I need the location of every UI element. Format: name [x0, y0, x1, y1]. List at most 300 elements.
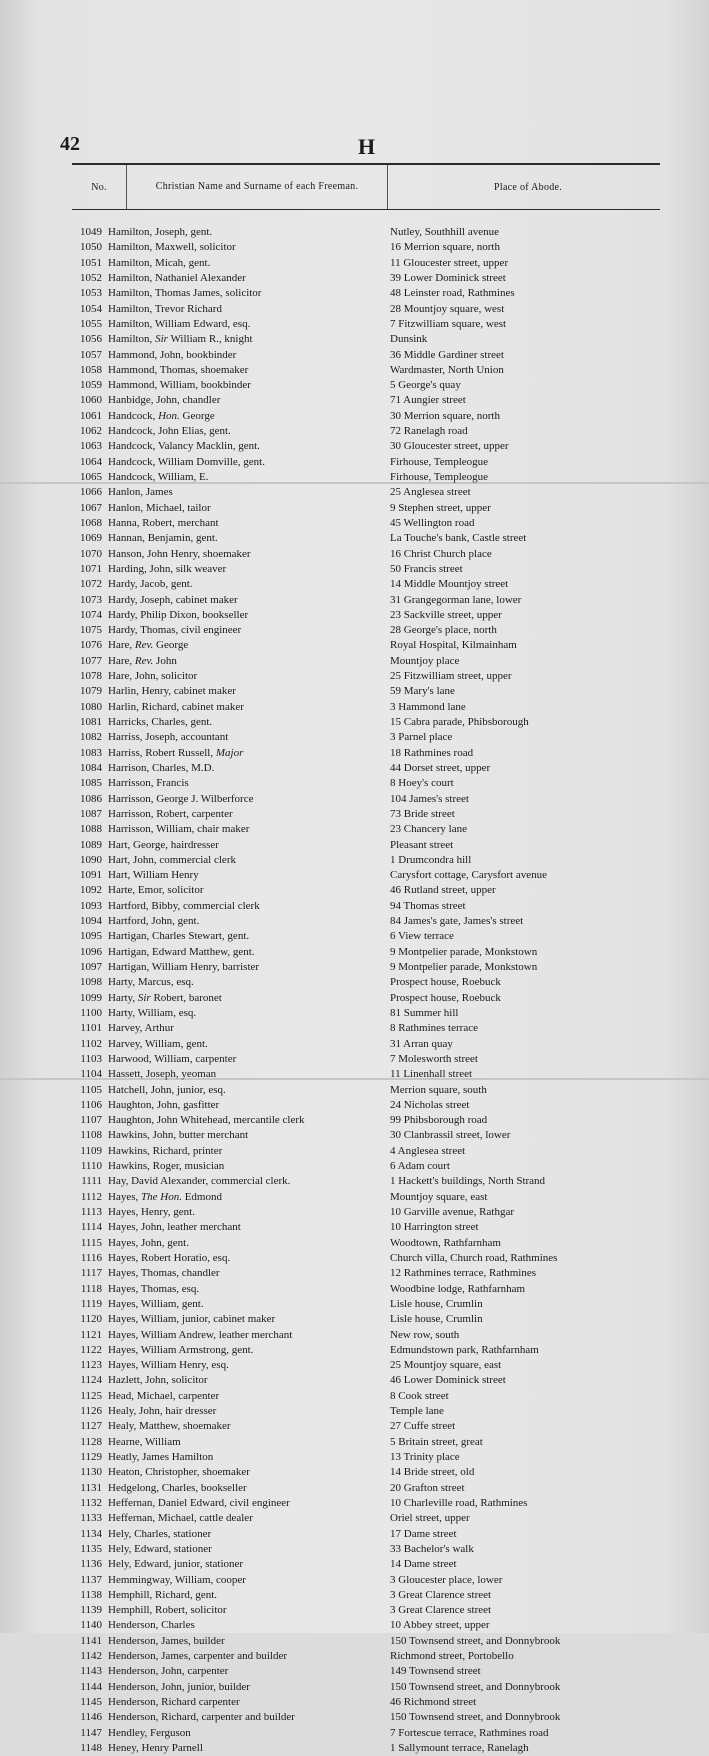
freeman-name [108, 1282, 199, 1297]
place-of-abode: Pleasant street [390, 838, 454, 851]
place-of-abode: 11 Linenhall street [390, 1068, 473, 1081]
entry-number: 1081 [80, 716, 102, 728]
place-of-abode: 7 Fortescue terrace, Rathmines road [390, 1726, 549, 1739]
entry-number: 1058 [80, 363, 102, 376]
entry-number: 1080 [80, 700, 102, 713]
entry-number: 1067 [80, 501, 102, 514]
freeman-name [108, 1220, 241, 1235]
entry-number: 1072 [80, 578, 102, 591]
list-item [72, 1067, 660, 1082]
entry-number: 1053 [80, 287, 102, 300]
list-item [72, 792, 660, 807]
place-of-abode: Woodbine lodge, Rathfarnham [390, 1282, 526, 1295]
list-item [72, 424, 660, 439]
place-of-abode: 84 James's gate, James's street [390, 915, 524, 928]
entry-number: 1062 [80, 425, 102, 438]
list-item [72, 1236, 660, 1251]
list-item [72, 302, 660, 317]
freeman-name-part: Handcock, John Elias, gent. [108, 425, 231, 438]
freeman-name-part: Robert, baronet [150, 991, 222, 1004]
place-of-abode: 28 George's place, north [390, 624, 497, 637]
place-of-abode: 50 Francis street [390, 562, 463, 575]
entry-number: 1112 [80, 1190, 102, 1203]
entry-number: 1066 [80, 486, 102, 499]
freeman-name [108, 348, 236, 363]
place-of-abode: 6 Adam court [390, 1160, 450, 1173]
freeman-name-part: Harricks, Charles, gent. [108, 716, 213, 728]
place-of-abode: Prospect house, Roebuck [390, 991, 501, 1004]
list-item [72, 1113, 660, 1128]
list-item [72, 868, 660, 883]
entry-number: 1091 [80, 869, 102, 882]
freeman-name-part: Hamilton, Nathaniel Alexander [108, 271, 246, 284]
freeman-name [108, 638, 188, 653]
list-item [72, 1450, 660, 1465]
freeman-name [108, 501, 211, 516]
place-of-abode: Church villa, Church road, Rathmines [390, 1251, 558, 1264]
list-item [72, 822, 660, 837]
place-of-abode: 30 Merrion square, north [390, 409, 500, 422]
freeman-name [108, 883, 203, 898]
freeman-name-part: Hayes, [108, 1190, 141, 1203]
freeman-name [108, 332, 253, 347]
list-item [72, 271, 660, 286]
entry-number: 1115 [80, 1236, 102, 1249]
freeman-name-part: Hayes, Robert Horatio, esq. [108, 1251, 231, 1264]
freeman-name-part: Hamilton, Trevor Richard [108, 302, 222, 315]
entry-number: 1093 [80, 899, 102, 912]
place-of-abode: 9 Montpelier parade, Monkstown [390, 961, 538, 973]
freeman-name-part: Hardy, Jacob, gent. [108, 578, 193, 591]
list-item [72, 1266, 660, 1281]
freeman-name-part: Hamilton, Maxwell, solicitor [108, 241, 236, 254]
place-of-abode: Prospect house, Roebuck [390, 976, 501, 989]
list-item [72, 684, 660, 699]
freemen-list [72, 225, 660, 1756]
entry-number: 1075 [80, 624, 102, 637]
freeman-name-part: Handcock, William Domville, gent. [108, 455, 265, 468]
freeman-name-part: Hamilton, Micah, gent. [108, 256, 211, 269]
entry-number: 1070 [80, 547, 102, 560]
list-item [72, 1205, 660, 1220]
freeman-name [108, 991, 222, 1006]
list-item [72, 256, 660, 271]
list-item [72, 1174, 660, 1189]
entry-number: 1078 [80, 670, 102, 683]
freeman-name-part: Hayes, William Henry, esq. [108, 1359, 229, 1372]
freeman-name-part: Hardy, Thomas, civil engineer [108, 624, 242, 637]
list-item [72, 547, 660, 562]
freeman-name-part: Hanlon, James [108, 486, 173, 499]
entry-number: 1090 [80, 853, 102, 866]
freeman-name-part: Hayes, Henry, gent. [108, 1206, 195, 1218]
list-item [72, 455, 660, 470]
place-of-abode: 3 Gloucester place, lower [390, 1573, 503, 1586]
list-item [72, 1159, 660, 1174]
place-of-abode: 25 Anglesea street [390, 486, 471, 499]
place-of-abode: 81 Summer hill [390, 1006, 459, 1019]
freeman-name [108, 1006, 196, 1021]
freeman-name-part: Hamilton, [108, 333, 156, 346]
place-of-abode: Firhouse, Templeogue [390, 471, 489, 483]
list-item [72, 853, 660, 868]
place-of-abode: 5 George's quay [390, 379, 461, 392]
freeman-name [108, 1465, 250, 1480]
place-of-abode: 33 Bachelor's walk [390, 1542, 474, 1555]
place-of-abode: 23 Chancery lane [390, 823, 467, 836]
list-item [72, 1634, 660, 1649]
freeman-name-part: Head, Michael, carpenter [108, 1389, 220, 1402]
freeman-name [108, 1511, 253, 1526]
list-item [72, 240, 660, 255]
entry-number: 1105 [80, 1083, 102, 1096]
freeman-name-part: Harty, [108, 991, 138, 1004]
list-item [72, 1588, 660, 1603]
entry-number: 1097 [80, 961, 102, 973]
freeman-name [108, 439, 260, 454]
place-of-abode: 150 Townsend street, and Donnybrook [390, 1711, 561, 1724]
list-item [72, 1465, 660, 1480]
freeman-name [108, 424, 231, 439]
list-item [72, 1083, 660, 1098]
freeman-name [108, 1557, 243, 1572]
freeman-name [108, 1450, 213, 1465]
freeman-name-part: Hanson, John Henry, shoemaker [108, 547, 251, 560]
freeman-name [108, 393, 220, 408]
freeman-name [108, 1067, 216, 1082]
freeman-name-part: Heffernan, Michael, cattle dealer [108, 1512, 253, 1525]
list-item [72, 1710, 660, 1725]
list-item [72, 838, 660, 853]
place-of-abode: 3 Parnel place [390, 731, 453, 744]
entry-number: 1088 [80, 823, 102, 836]
freeman-name [108, 746, 243, 761]
freeman-name [108, 1098, 219, 1113]
entry-number: 1131 [80, 1481, 102, 1494]
freeman-name [108, 1435, 181, 1450]
entry-number: 1049 [80, 226, 102, 238]
entry-number: 1114 [80, 1221, 102, 1234]
place-of-abode: 99 Phibsborough road [390, 1114, 488, 1127]
freeman-name [108, 363, 248, 378]
entry-number: 1140 [80, 1619, 102, 1632]
place-of-abode: Richmond street, Portobello [390, 1650, 514, 1663]
freeman-name-part: Hedgelong, Charles, bookseller [108, 1481, 247, 1494]
entry-number: 1076 [80, 639, 102, 652]
place-of-abode: 8 Hoey's court [390, 777, 454, 790]
place-of-abode: 18 Rathmines road [390, 746, 474, 759]
entry-number: 1107 [80, 1114, 102, 1127]
section-letter: H [358, 134, 376, 159]
header-col-place: Place of Abode. [494, 181, 563, 193]
list-item [72, 332, 660, 347]
freeman-name [108, 623, 241, 638]
freeman-name-part: William R., knight [167, 333, 253, 346]
freeman-name [108, 1542, 212, 1557]
header-bottom-rule [72, 209, 660, 210]
list-item [72, 1435, 660, 1450]
place-of-abode: 73 Bride street [390, 807, 455, 820]
place-of-abode: New row, south [390, 1328, 460, 1341]
freeman-name [108, 1083, 226, 1098]
freeman-name [108, 868, 199, 883]
list-item [72, 960, 660, 975]
freeman-name-part: Harty, William, esq. [108, 1006, 197, 1019]
freeman-name-part: Hartigan, Edward Matthew, gent. [108, 945, 255, 958]
place-of-abode: 23 Sackville street, upper [390, 608, 502, 621]
entry-number: 1142 [80, 1650, 102, 1663]
entry-number: 1100 [80, 1006, 102, 1019]
freeman-name [108, 516, 219, 531]
place-of-abode: 24 Nicholas street [390, 1098, 470, 1111]
place-of-abode: 16 Christ Church place [390, 547, 492, 560]
place-of-abode: 30 Gloucester street, upper [390, 440, 509, 453]
freeman-name-part: Harrisson, George J. Wilberforce [108, 792, 254, 805]
freeman-name-part: Hare, [108, 654, 135, 667]
place-of-abode: 150 Townsend street, and Donnybrook [390, 1680, 561, 1693]
freeman-name [108, 684, 236, 699]
freeman-name [108, 1312, 275, 1327]
entry-number: 1063 [80, 440, 102, 453]
freeman-name [108, 1037, 208, 1052]
list-item [72, 1527, 660, 1542]
page-number: 42 [60, 133, 80, 155]
entry-number: 1111 [81, 1175, 102, 1188]
entry-number: 1051 [80, 256, 102, 269]
freeman-name-part: Harriss, Robert Russell, [108, 746, 216, 759]
freeman-name [108, 1297, 204, 1312]
freeman-name [108, 577, 193, 592]
place-of-abode: Oriel street, upper [390, 1512, 470, 1525]
list-item [72, 1404, 660, 1419]
freeman-name [108, 914, 199, 929]
freeman-name-part: Harvey, William, gent. [108, 1037, 208, 1050]
freeman-name-part: Hamilton, Joseph, gent. [108, 226, 213, 238]
list-item [72, 1098, 660, 1113]
entry-number: 1064 [80, 455, 102, 468]
freeman-name-part: Henderson, John, carpenter [108, 1665, 229, 1678]
entry-number: 1146 [80, 1711, 102, 1724]
entry-number: 1139 [80, 1604, 102, 1617]
freeman-name-part: Heffernan, Daniel Edward, civil engineer [108, 1496, 290, 1509]
freeman-name-part: Henderson, Charles [108, 1619, 195, 1632]
list-item [72, 1557, 660, 1572]
entry-number: 1125 [80, 1389, 102, 1402]
entry-number: 1060 [80, 394, 102, 407]
freeman-name-part: Hartigan, William Henry, barrister [108, 961, 260, 973]
list-item [72, 929, 660, 944]
freeman-name-part: Harwood, William, carpenter [108, 1052, 237, 1065]
place-of-abode: 3 Great Clarence street [390, 1604, 492, 1617]
freeman-name [108, 409, 215, 424]
freeman-name [108, 1680, 250, 1695]
freeman-name [108, 302, 222, 317]
freeman-name-part: Hemphill, Richard, gent. [108, 1588, 218, 1601]
entry-number: 1099 [80, 991, 102, 1004]
freeman-name [108, 240, 236, 255]
list-item [72, 1358, 660, 1373]
freeman-name [108, 1190, 222, 1205]
list-item [72, 608, 660, 623]
freeman-name [108, 1588, 217, 1603]
list-item [72, 363, 660, 378]
place-of-abode: 9 Montpelier parade, Monkstown [390, 945, 538, 958]
list-item [72, 577, 660, 592]
freeman-name-part: Hart, William Henry [108, 869, 199, 882]
freeman-name-part: George [153, 639, 189, 652]
entry-number: 1121 [80, 1328, 102, 1341]
freeman-name-part: Hare, [108, 639, 135, 652]
place-of-abode: 28 Mountjoy square, west [390, 302, 505, 315]
place-of-abode: 104 James's street [390, 792, 469, 805]
list-item [72, 715, 660, 730]
freeman-name-part: Harlin, Henry, cabinet maker [108, 685, 236, 698]
entry-number: 1118 [80, 1282, 102, 1295]
freeman-name [108, 1205, 195, 1220]
list-item [72, 807, 660, 822]
freeman-name [108, 378, 251, 393]
place-of-abode: 150 Townsend street, and Donnybrook [390, 1634, 561, 1647]
list-item [72, 439, 660, 454]
list-item [72, 700, 660, 715]
entry-number: 1050 [80, 241, 102, 254]
freeman-name [108, 1649, 287, 1664]
entry-number: 1102 [80, 1037, 102, 1050]
freeman-name-part: Henderson, James, carpenter and builder [108, 1650, 287, 1663]
freeman-name-part: Handcock, Valancy Macklin, gent. [108, 440, 260, 453]
place-of-abode: 72 Ranelagh road [390, 425, 468, 438]
list-item [72, 1603, 660, 1618]
list-item [72, 1649, 660, 1664]
freeman-name [108, 608, 248, 623]
freeman-name [108, 899, 260, 914]
entry-number: 1124 [80, 1374, 102, 1387]
freeman-name-part: Hammond, Thomas, shoemaker [108, 363, 249, 376]
entry-number: 1061 [80, 409, 102, 422]
freeman-name [108, 1389, 219, 1404]
place-of-abode: 39 Lower Dominick street [390, 271, 506, 284]
list-item [72, 409, 660, 424]
place-of-abode: 10 Charleville road, Rathmines [390, 1496, 528, 1509]
freeman-name-part: Healy, Matthew, shoemaker [108, 1420, 231, 1433]
entry-number: 1135 [80, 1542, 102, 1555]
freeman-name-part: Haughton, John, gasfitter [108, 1098, 220, 1111]
entry-number: 1141 [80, 1634, 102, 1647]
entry-number: 1126 [80, 1405, 102, 1418]
list-item [72, 378, 660, 393]
entry-number: 1096 [80, 945, 102, 958]
place-of-abode: 9 Stephen street, upper [390, 501, 491, 514]
entry-number: 1085 [80, 777, 102, 790]
freeman-name-part: Henderson, Richard carpenter [108, 1696, 240, 1708]
freeman-name-part: John [153, 654, 177, 667]
entry-number: 1068 [80, 516, 102, 529]
list-item [72, 1037, 660, 1052]
list-item [72, 593, 660, 608]
freeman-name [108, 547, 251, 562]
entry-number: 1143 [80, 1665, 102, 1678]
freeman-name [108, 1251, 230, 1266]
freeman-name-part: Henderson, James, builder [108, 1634, 225, 1647]
freeman-title-italic: Hon. [158, 409, 180, 422]
freeman-name [108, 593, 238, 608]
place-of-abode: 14 Dame street [390, 1558, 457, 1571]
freeman-name-part: Harty, Marcus, esq. [108, 976, 194, 989]
freeman-name [108, 1343, 253, 1358]
freeman-name [108, 715, 212, 730]
entry-number: 1074 [80, 608, 102, 621]
freeman-name-part: Harriss, Joseph, accountant [108, 731, 229, 744]
freeman-name [108, 1618, 195, 1633]
entry-number: 1145 [80, 1696, 102, 1708]
freeman-name [108, 256, 210, 271]
freeman-name [108, 730, 228, 745]
place-of-abode: 48 Leinster road, Rathmines [390, 287, 515, 300]
freeman-name-part: George [179, 409, 215, 422]
freeman-name-part: Edmond [181, 1190, 222, 1203]
list-item [72, 1312, 660, 1327]
place-of-abode: Nutley, Southhill avenue [390, 226, 499, 238]
freeman-name [108, 761, 214, 776]
freeman-name [108, 1052, 236, 1067]
freeman-name-part: Hanbidge, John, chandler [108, 394, 221, 407]
entry-number: 1123 [80, 1359, 102, 1372]
entry-number: 1104 [80, 1068, 102, 1081]
place-of-abode: 5 Britain street, great [390, 1435, 483, 1448]
entry-number: 1059 [80, 379, 102, 392]
freeman-name [108, 807, 233, 822]
freeman-name-part: Hartford, John, gent. [108, 915, 200, 928]
freeman-name [108, 470, 208, 485]
freeman-name [108, 531, 218, 546]
list-item [72, 1328, 660, 1343]
freeman-name-part: Harte, Emor, solicitor [108, 884, 204, 897]
list-item [72, 1481, 660, 1496]
list-item [72, 899, 660, 914]
freeman-name-part: Haughton, John Whitehead, mercantile clerk [108, 1114, 305, 1127]
list-item [72, 516, 660, 531]
freeman-name-part: Harrison, Charles, M.D. [108, 761, 215, 774]
place-of-abode: 25 Fitzwilliam street, upper [390, 670, 512, 683]
freeman-name-part: Hemphill, Robert, solicitor [108, 1604, 227, 1617]
entry-number: 1127 [80, 1420, 102, 1433]
entry-number: 1073 [80, 593, 102, 606]
entry-number: 1130 [80, 1466, 102, 1479]
freeman-name [108, 960, 259, 975]
list-item [72, 669, 660, 684]
freeman-name [108, 1726, 191, 1741]
place-of-abode: 12 Rathmines terrace, Rathmines [390, 1267, 537, 1280]
list-item [72, 531, 660, 546]
list-item [72, 1144, 660, 1159]
freeman-name-part: Hart, George, hairdresser [108, 838, 219, 851]
entry-number: 1137 [80, 1573, 102, 1586]
list-item [72, 1680, 660, 1695]
freeman-name [108, 1236, 189, 1251]
entry-number: 1098 [80, 976, 102, 989]
entry-number: 1138 [80, 1588, 102, 1601]
list-item [72, 501, 660, 516]
freeman-name [108, 1266, 220, 1281]
place-of-abode: 14 Bride street, old [390, 1466, 475, 1479]
freeman-name-part: Harrisson, William, chair maker [108, 823, 250, 836]
list-item [72, 1190, 660, 1205]
freeman-name [108, 700, 244, 715]
entry-number: 1094 [80, 915, 102, 928]
place-of-abode: 4 Anglesea street [390, 1144, 466, 1157]
entry-number: 1136 [80, 1558, 102, 1571]
freeman-title-italic: Rev. [134, 639, 154, 652]
